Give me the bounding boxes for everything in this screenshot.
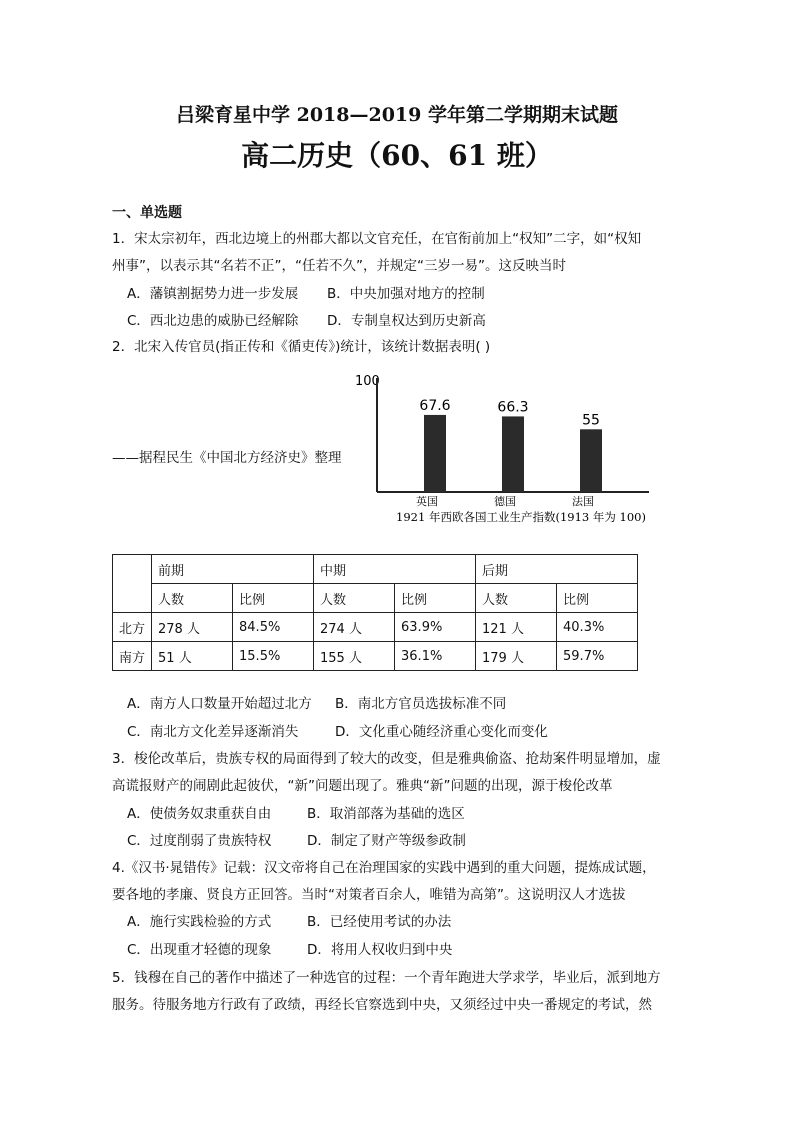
q5-line-1: 5．钱穆在自己的著作中描述了一种选官的过程：一个青年跑进大学求学，毕业后，派到地方 (112, 970, 661, 986)
table-cell: 63.9% (395, 613, 476, 642)
q3-options-row-2 (127, 831, 466, 851)
table-cell: 155 人 (314, 642, 395, 671)
q2-option-c[interactable]: C．南北方文化差异逐渐消失 (127, 724, 299, 740)
q1-option-a[interactable]: A．藩镇割据势力进一步发展 (127, 286, 299, 302)
table-cell: 40.3% (557, 613, 638, 642)
section-title: 一、单选题 (112, 205, 182, 221)
q3-option-d[interactable]: D．制定了财产等级参政制 (307, 833, 466, 849)
q1-line-1: 1．宋太宗初年，西北边境上的州郡大都以文官充任，在官衔前加上“权知”二字，如“权知 (112, 231, 642, 247)
table-cell: 278 人 (152, 613, 233, 642)
table-cell: 15.5% (233, 642, 314, 671)
q3-options-row-1 (127, 804, 465, 824)
subheader-ratio: 比例 (233, 584, 314, 613)
q3-line-1: 3．梭伦改革后，贵族专权的局面得到了较大的改变，但是雅典偷盗、抢劫案件明显增加，虚 (112, 751, 661, 767)
subheader-count: 人数 (476, 584, 557, 613)
table-cell: 51 人 (152, 642, 233, 671)
q3-option-c[interactable]: C．过度削弱了贵族特权 (127, 833, 272, 849)
q4-options-row-1 (127, 912, 451, 932)
q3-line-2: 高谎报财产的闹剧此起彼伏，“新”问题出现了。雅典“新”问题的出现，源于梭伦改革 (112, 778, 613, 794)
bar-1 (502, 416, 524, 492)
row-region: 北方 (113, 613, 152, 642)
bar-value-label: 55 (582, 412, 600, 429)
q4-option-a[interactable]: A．施行实践检验的方式 (127, 914, 272, 930)
x-tick-label: 法国 (572, 495, 594, 508)
row-region: 南方 (113, 642, 152, 671)
q4-options-row-2 (127, 940, 452, 960)
x-tick-label: 德国 (494, 495, 516, 508)
q2-source: ——据程民生《中国北方经济史》整理 (112, 450, 342, 466)
q4-option-b[interactable]: B．已经使用考试的办法 (307, 914, 452, 930)
q3-option-b[interactable]: B．取消部落为基础的选区 (307, 806, 465, 822)
table-cell: 36.1% (395, 642, 476, 671)
official-stats-table (112, 554, 638, 671)
q5-line-2: 服务。待服务地方行政有了政绩，再经长官察选到中央，又须经过中央一番规定的考试，然 (112, 997, 652, 1013)
table-row (113, 613, 638, 642)
q2-options-row-2 (127, 722, 548, 742)
q2-option-b[interactable]: B．南北方官员选拔标准不同 (335, 696, 507, 712)
q1-option-b[interactable]: B．中央加强对地方的控制 (327, 286, 485, 302)
q3-option-a[interactable]: A．使债务奴隶重获自由 (127, 806, 272, 822)
x-tick-label: 英国 (416, 495, 438, 508)
subheader-ratio: 比例 (395, 584, 476, 613)
table-cell: 121 人 (476, 613, 557, 642)
table-corner-cell (113, 555, 152, 613)
q2-option-a[interactable]: A．南方人口数量开始超过北方 (127, 696, 312, 712)
school-title: 吕梁育星中学 2018—2019 学年第二学期期末试题 (176, 104, 618, 126)
table-cell: 59.7% (557, 642, 638, 671)
subheader-ratio: 比例 (557, 584, 638, 613)
table-cell: 179 人 (476, 642, 557, 671)
chart-title: 1921 年西欧各国工业生产指数(1913 年为 100) (396, 510, 646, 524)
bar-value-label: 66.3 (497, 399, 529, 416)
q1-option-d[interactable]: D．专制皇权达到历史新高 (327, 313, 486, 329)
period-header-late: 后期 (476, 555, 638, 584)
table-cell: 84.5% (233, 613, 314, 642)
period-header-early: 前期 (152, 555, 314, 584)
q4-line-2: 要各地的孝廉、贤良方正回答。当时“对策者百余人，唯错为高第”。这说明汉人才选拔 (112, 887, 626, 903)
q2-line-1: 2．北宋入传官员(指正传和《循吏传》)统计，该统计数据表明( ) (112, 339, 491, 355)
q1-options-row-1 (127, 284, 485, 304)
q1-options-row-2 (127, 311, 486, 331)
industrial-index-chart (355, 368, 665, 530)
bar-value-label: 67.6 (419, 397, 451, 414)
q4-option-d[interactable]: D．将用人权收归到中央 (307, 942, 453, 958)
q1-option-c[interactable]: C．西北边患的威胁已经解除 (127, 313, 299, 329)
table-row (113, 642, 638, 671)
subheader-count: 人数 (314, 584, 395, 613)
subheader-count: 人数 (152, 584, 233, 613)
q2-options-row-1 (127, 694, 506, 714)
q1-line-2: 州事”，以表示其“名若不正”，“任若不久”，并规定“三岁一易”。这反映当时 (112, 258, 566, 274)
table-cell: 274 人 (314, 613, 395, 642)
bar-2 (580, 429, 602, 492)
q4-option-c[interactable]: C．出现重才轻德的现象 (127, 942, 272, 958)
q2-option-d[interactable]: D．文化重心随经济重心变化而变化 (335, 724, 548, 740)
bar-0 (424, 415, 446, 492)
q4-line-1: 4.《汉书·晁错传》记载：汉文帝将自己在治理国家的实践中遇到的重大问题，提炼成试题， (112, 860, 656, 876)
y-axis-max-label: 100 (355, 374, 380, 389)
period-header-middle: 中期 (314, 555, 476, 584)
subject-title: 高二历史（60、61 班） (241, 139, 553, 172)
